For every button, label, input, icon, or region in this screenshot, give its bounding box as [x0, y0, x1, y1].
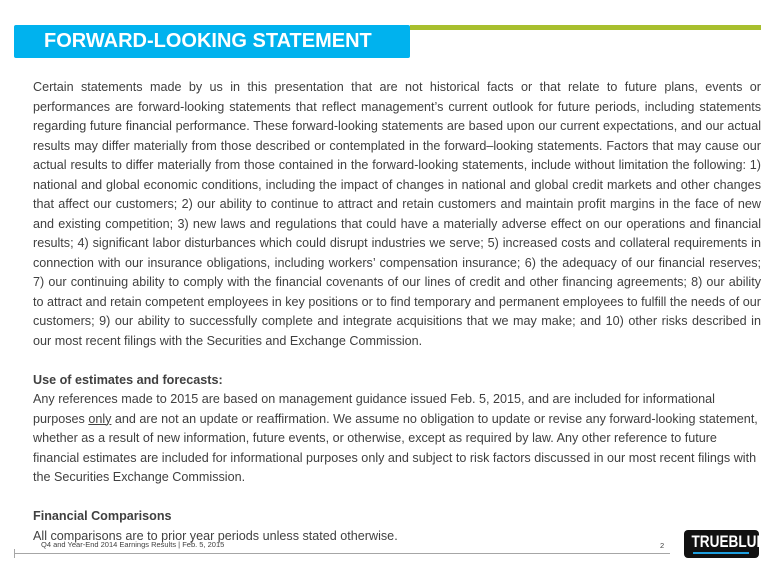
page-title: FORWARD-LOOKING STATEMENT [44, 30, 372, 52]
footer-caption: Q4 and Year-End 2014 Earnings Results | Feb. 5, 2015 [41, 540, 225, 549]
footer-rule [14, 553, 670, 554]
trueblue-logo [684, 530, 766, 558]
title-accent-rule [410, 25, 761, 30]
logo-wordmark: TRUEBLUE [691, 532, 766, 551]
comparisons-heading: Financial Comparisons [33, 509, 172, 523]
intro-paragraph: Certain statements made by us in this presentation that are not historical facts or that relate to future plans, events or performances are forward-looking statements that reflect management’s current outlook for future periods, including statements regarding future financial performance. These forward-looking statements are based upon our current expectations, and our actual results may differ materially from those described or contemplated in the forward–looking statements. Factors that may cause our actual results to differ materially from those contained in the forward-looking statements, include without limitation the following: 1) national and global economic conditions, including the impact of changes in national and global credit markets and other changes that affect our customers; 2) our ability to continue to attract and retain customers and maintain profit margins in the face of new and existing competition; 3) new laws and regulations that could have a materially adverse effect on our operations and financial results; 4) significant labor disturbances which could disrupt industries we serve; 5) increased costs and collateral requirements in connection with our insurance obligations, including workers’ compensation insurance; 6) the adequacy of our financial reserves; 7) our continuing ability to comply with the financial covenants of our lines of credit and other financing agreements; 8) our ability to attract and retain competent employees in key positions or to find temporary and permanent employees to fulfill the needs of our customers; 9) our ability to successfully complete and integrate acquisitions that we may make; and 10) other risks described in our most recent filings with the Securities and Exchange Commission. [33, 80, 761, 348]
estimates-text-end: and are not an update or reaffirmation. We assume no obligation to update or revise any forward-looking statement, whether as a result of new information, future events, or otherwise, except as required by law. Any other reference to future financial estimates are included for informational purposes only and subject to risk factors discussed in our most recent filings with the Securities Exchange Commission. [33, 411, 758, 484]
body-content [33, 78, 761, 546]
estimates-underlined-word: only [88, 411, 112, 426]
comparisons-paragraph: All comparisons are to prior year periods unless stated otherwise. [33, 528, 398, 543]
estimates-text-start: Any references made to 2015 are based on management guidance issued Feb. 5, 2015, and are included for informational purposes [33, 392, 715, 426]
logo-underline-bar [693, 552, 749, 554]
title-banner [14, 25, 410, 58]
estimates-heading: Use of estimates and forecasts: [33, 372, 223, 387]
page-number: 2 [660, 541, 665, 550]
estimates-paragraph [33, 390, 761, 488]
